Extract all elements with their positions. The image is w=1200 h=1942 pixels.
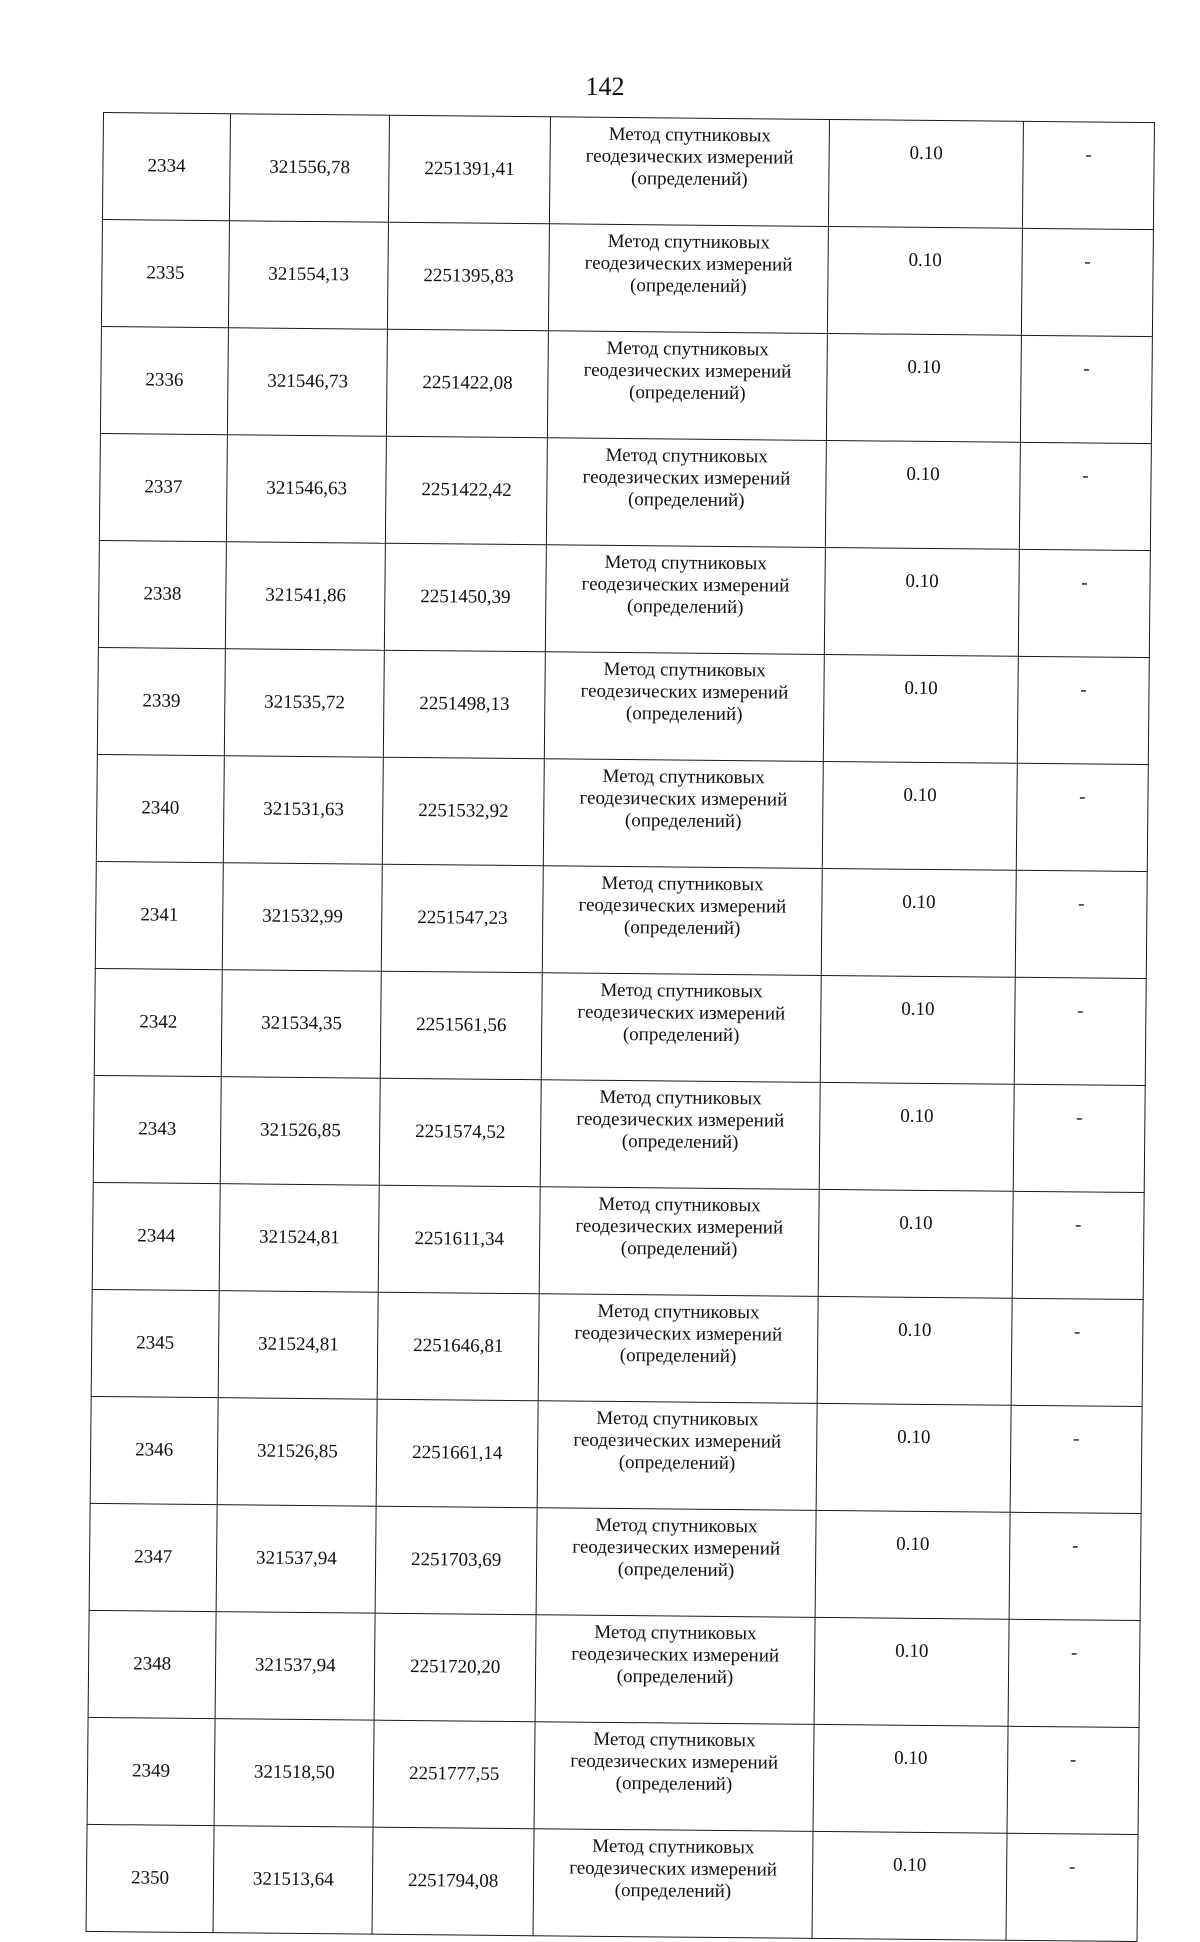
method-cell (543, 759, 823, 869)
accuracy-cell: 0.10 (821, 868, 1016, 977)
note-cell: - (1017, 656, 1149, 764)
accuracy-cell: 0.10 (816, 1403, 1011, 1512)
table-row (89, 1503, 1141, 1620)
x-coordinate-cell: 321537,94 (216, 1505, 376, 1614)
note-cell: - (1012, 1191, 1144, 1299)
method-cell (533, 1829, 813, 1939)
method-text-line: Метод спутниковых (596, 1407, 759, 1431)
y-coordinate-cell: 2251611,34 (379, 1185, 540, 1294)
table-row (90, 1396, 1142, 1513)
method-text-line: Метод спутниковых (597, 1300, 760, 1324)
y-coordinate-cell: 2251395,83 (388, 222, 549, 331)
point-number-cell: 2335 (101, 219, 229, 327)
accuracy-cell: 0.10 (826, 440, 1021, 549)
method-text-line: геодезических измерений (571, 1643, 780, 1667)
method-text-line: (определений) (619, 1345, 737, 1368)
method-cell (539, 1187, 819, 1297)
method-text-line: геодезических измерений (582, 466, 791, 490)
method-text-line: (определений) (622, 1024, 740, 1047)
method-text-line: геодезических измерений (585, 145, 794, 169)
note-cell: - (1022, 121, 1154, 229)
accuracy-cell: 0.10 (815, 1510, 1010, 1619)
note-cell: - (1009, 1512, 1141, 1620)
point-number-cell: 2340 (96, 754, 224, 862)
point-number-cell: 2336 (100, 326, 228, 434)
x-coordinate-cell: 321534,35 (221, 970, 381, 1079)
note-cell: - (1008, 1619, 1140, 1727)
accuracy-cell: 0.10 (820, 975, 1015, 1084)
x-coordinate-cell: 321532,99 (222, 863, 382, 972)
table-row (101, 219, 1153, 336)
table-row (94, 968, 1146, 1085)
x-coordinate-cell: 321556,78 (230, 114, 390, 223)
y-coordinate-cell: 2251794,08 (372, 1827, 533, 1936)
method-text-line: геодезических измерений (578, 894, 787, 918)
method-cell (548, 224, 828, 334)
method-text-line: (определений) (627, 489, 745, 512)
method-cell (535, 1615, 815, 1725)
x-coordinate-cell: 321546,73 (227, 328, 387, 437)
accuracy-cell: 0.10 (825, 547, 1020, 656)
accuracy-cell: 0.10 (813, 1724, 1008, 1833)
method-text-line: (определений) (617, 1559, 735, 1582)
y-coordinate-cell: 2251720,20 (375, 1613, 536, 1722)
table-row (99, 433, 1151, 550)
y-coordinate-cell: 2251547,23 (382, 864, 543, 973)
method-text-line: Метод спутниковых (593, 1728, 756, 1752)
x-coordinate-cell: 321524,81 (219, 1184, 379, 1293)
method-text-line: геодезических измерений (584, 252, 793, 276)
point-number-cell: 2347 (89, 1503, 217, 1611)
method-text-line: (определений) (616, 1666, 734, 1689)
note-cell: - (1019, 442, 1151, 550)
method-text-line: геодезических измерений (569, 1857, 778, 1881)
method-text-line: Метод спутниковых (605, 444, 768, 468)
point-number-cell: 2344 (92, 1182, 220, 1290)
point-number-cell: 2341 (95, 861, 223, 969)
table-row (98, 540, 1150, 657)
method-text-line: (определений) (615, 1772, 733, 1796)
method-text-line: геодезических измерений (576, 1108, 785, 1132)
x-coordinate-cell: 321518,50 (214, 1719, 374, 1828)
method-cell (546, 438, 826, 548)
x-coordinate-cell: 321526,85 (220, 1077, 380, 1186)
point-number-cell: 2346 (90, 1396, 218, 1504)
note-cell: - (1020, 335, 1152, 443)
y-coordinate-cell: 2251574,52 (380, 1078, 541, 1187)
accuracy-cell: 0.10 (818, 1189, 1013, 1298)
accuracy-cell: 0.10 (822, 761, 1017, 870)
method-text-line: Метод спутниковых (602, 765, 765, 789)
method-text-line: (определений) (628, 382, 746, 405)
method-cell (544, 652, 824, 762)
x-coordinate-cell: 321531,63 (223, 756, 383, 865)
method-text-line: (определений) (618, 1452, 736, 1475)
table-row (88, 1610, 1140, 1727)
point-number-cell: 2345 (91, 1289, 219, 1397)
method-cell (545, 545, 825, 655)
point-number-cell: 2337 (99, 433, 227, 541)
y-coordinate-cell: 2251498,13 (384, 650, 545, 759)
method-text-line: Метод спутниковых (608, 123, 772, 147)
method-text-line: Метод спутниковых (598, 1193, 761, 1217)
point-number-cell: 2348 (88, 1610, 216, 1718)
note-cell: - (1021, 228, 1153, 336)
x-coordinate-cell: 321526,85 (217, 1398, 377, 1507)
method-text-line: геодезических измерений (572, 1536, 781, 1560)
page-number: 142 (585, 72, 625, 101)
note-cell: - (1007, 1726, 1139, 1834)
method-text-line: (определений) (623, 917, 741, 940)
point-number-cell: 2339 (97, 647, 225, 755)
table-row (100, 326, 1152, 443)
table-row (97, 647, 1149, 764)
point-number-cell: 2343 (93, 1075, 221, 1183)
y-coordinate-cell: 2251703,69 (376, 1506, 537, 1615)
x-coordinate-cell: 321535,72 (224, 649, 384, 758)
y-coordinate-cell: 2251661,14 (377, 1399, 538, 1508)
method-text-line: Метод спутниковых (595, 1514, 758, 1538)
accuracy-cell: 0.10 (829, 119, 1024, 228)
method-cell (549, 117, 829, 227)
method-text-line: Метод спутниковых (599, 1086, 762, 1110)
point-number-cell: 2350 (86, 1824, 214, 1932)
table-row (96, 754, 1148, 871)
point-number-cell: 2338 (98, 540, 226, 648)
table-row (86, 1824, 1138, 1941)
method-text-line: геодезических измерений (580, 680, 789, 704)
method-cell (534, 1722, 814, 1832)
accuracy-cell: 0.10 (817, 1296, 1012, 1405)
table-body (86, 113, 1154, 1942)
note-cell: - (1011, 1298, 1143, 1406)
x-coordinate-cell: 321554,13 (229, 221, 389, 330)
y-coordinate-cell: 2251391,41 (389, 115, 550, 224)
method-text-line: Метод спутниковых (606, 337, 769, 361)
method-cell (547, 331, 827, 441)
method-text-line: геодезических измерений (575, 1215, 784, 1239)
y-coordinate-cell: 2251450,39 (385, 543, 546, 652)
method-cell (536, 1508, 816, 1618)
x-coordinate-cell: 321546,63 (226, 435, 386, 544)
y-coordinate-cell: 2251777,55 (373, 1720, 534, 1829)
method-cell (542, 866, 822, 976)
x-coordinate-cell: 321513,64 (213, 1826, 373, 1935)
method-text-line: Метод спутниковых (603, 658, 766, 682)
point-number-cell: 2342 (94, 968, 222, 1076)
table-row (87, 1717, 1139, 1834)
x-coordinate-cell: 321541,86 (225, 542, 385, 651)
method-text-line: геодезических измерений (583, 359, 792, 383)
accuracy-cell: 0.10 (819, 1082, 1014, 1191)
method-text-line: (определений) (624, 810, 742, 833)
note-cell: - (1016, 763, 1148, 871)
method-text-line: (определений) (625, 703, 743, 726)
method-text-line: геодезических измерений (574, 1322, 783, 1346)
table-row (92, 1182, 1144, 1299)
note-cell: - (1006, 1833, 1138, 1941)
method-text-line: Метод спутниковых (601, 872, 764, 896)
method-text-line: Метод спутниковых (604, 551, 767, 575)
method-cell (537, 1401, 817, 1511)
note-cell: - (1010, 1405, 1142, 1513)
note-cell: - (1013, 1084, 1145, 1192)
x-coordinate-cell: 321537,94 (215, 1612, 375, 1721)
method-text-line: Метод спутниковых (607, 230, 770, 254)
method-text-line: геодезических измерений (577, 1001, 786, 1025)
method-text-line: Метод спутниковых (594, 1621, 757, 1645)
method-text-line: геодезических измерений (573, 1429, 782, 1453)
method-cell (541, 973, 821, 1083)
note-cell: - (1015, 870, 1147, 978)
y-coordinate-cell: 2251646,81 (378, 1292, 539, 1401)
method-text-line: (определений) (614, 1879, 732, 1903)
table-row (91, 1289, 1143, 1406)
accuracy-cell: 0.10 (827, 333, 1022, 442)
point-number-cell: 2334 (102, 113, 230, 221)
table-row (102, 113, 1154, 230)
method-text-line: (определений) (626, 596, 744, 619)
method-text-line: (определений) (631, 168, 748, 191)
coordinates-table (86, 112, 1155, 1942)
table-row (95, 861, 1147, 978)
method-text-line: геодезических измерений (581, 573, 790, 597)
method-text-line: Метод спутниковых (592, 1835, 755, 1859)
method-text-line: геодезических измерений (579, 787, 788, 811)
note-cell: - (1014, 977, 1146, 1085)
method-text-line: (определений) (621, 1131, 739, 1154)
y-coordinate-cell: 2251422,08 (387, 329, 548, 438)
accuracy-cell: 0.10 (814, 1617, 1009, 1726)
method-text-line: (определений) (620, 1238, 738, 1261)
method-text-line: Метод спутниковых (600, 979, 763, 1003)
y-coordinate-cell: 2251422,42 (386, 436, 547, 545)
y-coordinate-cell: 2251532,92 (383, 757, 544, 866)
point-number-cell: 2349 (87, 1717, 215, 1825)
x-coordinate-cell: 321524,81 (218, 1291, 378, 1400)
accuracy-cell: 0.10 (823, 654, 1018, 763)
table-row (93, 1075, 1145, 1192)
method-text-line: геодезических измерений (570, 1750, 779, 1774)
method-cell (538, 1294, 818, 1404)
accuracy-cell: 0.10 (828, 226, 1023, 335)
method-cell (540, 1080, 820, 1190)
accuracy-cell: 0.10 (812, 1831, 1007, 1940)
y-coordinate-cell: 2251561,56 (381, 971, 542, 1080)
note-cell: - (1018, 549, 1150, 657)
method-text-line: (определений) (629, 275, 747, 298)
